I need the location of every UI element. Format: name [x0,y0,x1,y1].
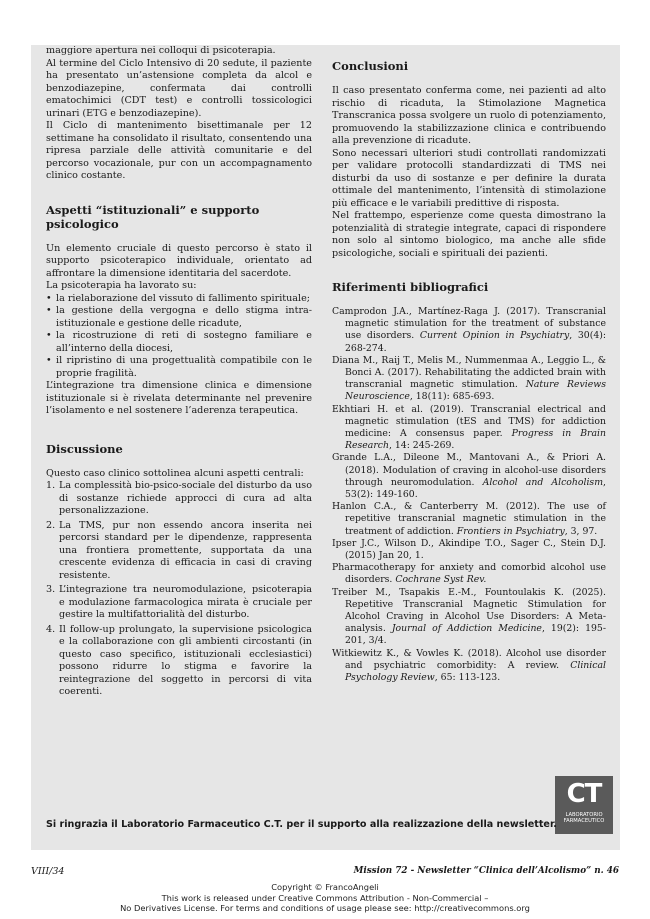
reference-list [332,306,606,684]
left-column [46,45,312,699]
conclusioni-paragraph-3: Nel frattempo, esperienze come questa dimostrano la potenzialità di strategie integrate, capaci di rispondere non solo al sintomo biologico, ma anche alle sfide psicologiche, sociali e spirituali dei pazienti. [332,210,606,259]
discussione-heading: Discussione [46,441,123,456]
reference-item: Grande L.A., Dileone M., Mantovani A., & Priori A. (2018). Modulation of craving in alcohol-use disorders through neuromodulation. Alcohol and Alcoholism, 53(2): 149-160. [332,452,606,501]
reference-item: Pharmacotherapy for anxiety and comorbid alcohol use disorders. Cochrane Syst Rev. [332,562,606,586]
copyright-notice [0,882,650,914]
list-item: 2. La TMS, pur non essendo ancora inserita nei percorsi standard per le dipendenze, rappresenta una frontiera promettente, supportata da una crescente evidenza di efficacia in casi di craving resistente. [46,519,312,581]
riferimenti-heading: Riferimenti bibliografici [332,280,489,294]
logo-mark: CT [566,779,602,809]
reference-item: Camprodon J.A., Martínez-Raga J. (2017). Transcranial magnetic stimulation for the treatment of substance use disorders. Current Opinion in Psychiatry, 30(4): 268-274. [332,306,606,354]
page-number: VIII/34 [31,866,65,877]
list-item: 3. L’integrazione tra neuromodulazione, psicoterapia e modulazione farmacologica mirata è cruciale per gestire la multifattorialità del disturbo. [46,584,312,620]
aspetti-bullet-list [46,293,312,381]
reference-item: Witkiewitz K., & Vowles K. (2018). Alcohol use disorder and psychiatric comorbidity: A review. Clinical Psychology Review, 65: 113-123. [332,647,606,684]
logo-text-line1: LABORATORIO [565,812,603,818]
copyright-line-1: Copyright © FrancoAngeli [271,882,379,892]
reference-item: Ekhtiari H. et al. (2019). Transcranial electrical and magnetic stimulation (tES and TMS) for addiction medicine: A consensus paper. Progress in Brain Research, 14: 245-269. [332,403,606,452]
list-item: • il ripristino di una progettualità compatibile con le proprie fragilità. [46,355,312,379]
aspetti-paragraph-3: L’integrazione tra dimensione clinica e dimensione istituzionale si è rivelata determinante nel prevenire l’isolamento e nel sostenere l’aderenza terapeutica. [46,380,312,416]
bullet-icon: • [46,292,52,304]
issue-info: Mission 72 - Newsletter “Clinica dell’Alcolismo” n. 46 [353,866,619,876]
logo-text-line2: FARMACEUTICO [563,818,605,824]
intro-paragraph-2: Al termine del Ciclo Intensivo di 20 sedute, il paziente ha presentato un’astensione completa da alcol e benzodiazepine, confermata dai controlli ematochimici (CDT test) e controlli tossicologici urinari (ETG e benzodiazepine). [46,57,312,119]
reference-item: Ipser J.C., Wilson D., Akindipe T.O., Sager C., Stein D.J. (2015) Jan 20, 1. [332,537,606,562]
laboratorio-logo [555,776,613,834]
bullet-icon: • [46,305,52,316]
aspetti-paragraph-2: La psicoterapia ha lavorato su: [46,280,197,291]
intro-paragraph-3: Il Ciclo di mantenimento bisettimanale per 12 settimane ha consolidato il risultato, consentendo una ripresa parziale delle attività comunitarie e del percorso vocazionale, pur con un accompagnamento clinico costante. [46,120,312,181]
reference-item: Treiber M., Tsapakis E.-M., Fountoulakis K. (2025). Repetitive Transcranial Magnetic Stimulation for Alcohol Craving in Alcohol Use Disorders: A Meta-analysis. Journal of Addiction Medicine, 19(2): 195-201, 3/4. [332,586,606,647]
aspetti-paragraph-1: Un elemento cruciale di questo percorso è stato il supporto psicoterapico individuale, orientato ad affrontare la dimensione identitaria del sacerdote. [46,242,312,279]
discussione-numbered-list [46,480,312,699]
conclusioni-heading: Conclusioni [332,59,409,73]
conclusioni-paragraph-1: Il caso presentato conferma come, nei pazienti ad alto rischio di ricaduta, la Stimolazione Magnetica Transcranica possa svolgere un ruolo di potenziamento, promuovendo la stabilizzazione clinica e contribuendo alla prevenzione di ricadute. [332,85,606,146]
reference-item: Hanlon C.A., & Canterberry M. (2012). The use of repetitive transcranial magnetic stimulation in the treatment of addiction. Frontiers in Psychiatry, 3, 97. [332,501,606,537]
list-item: • la gestione della vergogna e dello stigma intra-istituzionale e gestione delle ricadute, [46,305,312,329]
list-item: 1. La complessità bio-psico-sociale del disturbo da uso di sostanze richiede approcci di cura ad alta personalizzazione. [46,480,312,516]
right-column [332,45,606,684]
conclusioni-paragraph-2: Sono necessari ulteriori studi controllati randomizzati per validare protocolli standardizzati di TMS nei disturbi da uso di sostanze e per definire la durata ottimale del mantenimento, l’intensità di stimolazione più efficace e le variabili predittive di risposta. [332,147,606,209]
bullet-icon: • [46,355,52,366]
intro-paragraph-1: maggiore apertura nei colloqui di psicoterapia. [46,45,276,56]
aspetti-heading: Aspetti “istituzionali” e supporto psicologico [46,202,260,231]
list-item: 4. Il follow-up prolungato, la supervisione psicologica e la collaborazione con gli ambienti circostanti (in questo caso specifico, istituzionali ecclesiastici) possono ridurre lo stigma e favorire la reintegrazione del soggetto in percorsi di vita coerenti. [46,623,312,697]
discussione-intro: Questo caso clinico sottolinea alcuni aspetti centrali: [46,467,304,479]
list-item: • la rielaborazione del vissuto di fallimento spirituale; [46,292,311,304]
content-panel [31,45,620,850]
copyright-line-3: No Derivatives License. For terms and conditions of usage please see: http://creativecommons.org [120,903,530,913]
bullet-icon: • [46,330,52,341]
reference-item: Diana M., Raij T., Melis M., Nummenmaa A., Leggio L., & Bonci A. (2017). Rehabilitating the addicted brain with transcranial magnetic stimulation. Nature Reviews Neuroscience, 18(11): 685-693. [332,354,606,403]
list-item: • la ricostruzione di reti di sostegno familiare e all’interno della diocesi, [46,330,312,354]
copyright-line-2: This work is released under Creative Commons Attribution - Non-Commercial – [161,892,489,903]
acknowledgement-text: Si ringrazia il Laboratorio Farmaceutico C.T. per il supporto alla realizzazione della newsletter. [46,819,557,830]
